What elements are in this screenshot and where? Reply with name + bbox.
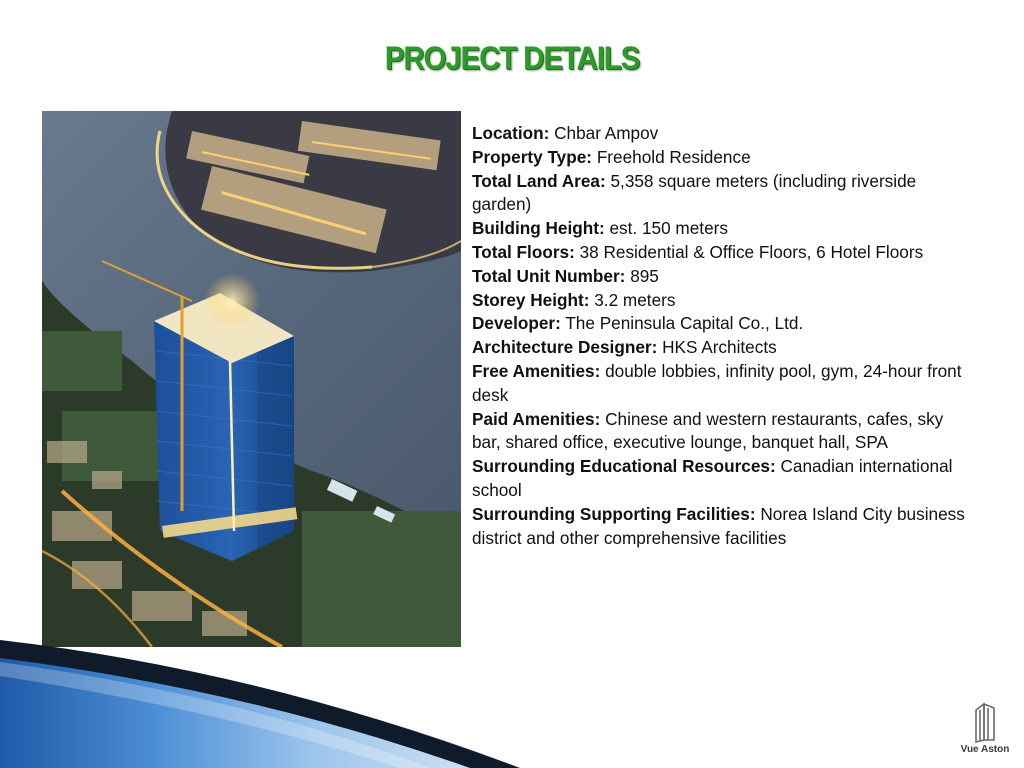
detail-location: Location: Chbar Ampov — [472, 123, 659, 143]
detail-free-amenities: Free Amenities: double lobbies, infinity pool, gym, 24-hour front desk — [472, 360, 962, 405]
logo-text: Vue Aston — [960, 744, 1010, 755]
detail-paid-amenities: Paid Amenities: Chinese and western restaurants, cafes, sky bar, shared office, executive lounge, banquet hall, SPA — [472, 408, 944, 453]
decorative-swoosh — [0, 640, 1024, 768]
detail-educational-resources: Surrounding Educational Resources: Canadian international school — [472, 456, 953, 500]
page-title: PROJECT DETAILS — [384, 40, 640, 76]
detail-total-floors: Total Floors: 38 Residential & Office Floors, 6 Hotel Floors — [472, 241, 924, 262]
detail-total-land-area: Total Land Area: 5,358 square meters (including riverside garden) — [472, 170, 917, 215]
detail-property-type: Property Type: Freehold Residence — [472, 146, 751, 167]
detail-supporting-facilities: Surrounding Supporting Facilities: Norea Island City business district and other comprehensive facilities — [472, 503, 965, 548]
detail-building-height: Building Height: est. 150 meters — [472, 218, 728, 239]
detail-architecture-designer: Architecture Designer: HKS Architects — [472, 337, 777, 358]
detail-storey-height: Storey Height: 3.2 meters — [472, 289, 676, 310]
detail-developer: Developer: The Peninsula Capital Co., Ltd. — [472, 313, 804, 334]
project-photo — [42, 111, 461, 647]
detail-total-unit-number: Total Unit Number: 895 — [472, 265, 659, 286]
project-details-list — [472, 122, 972, 550]
